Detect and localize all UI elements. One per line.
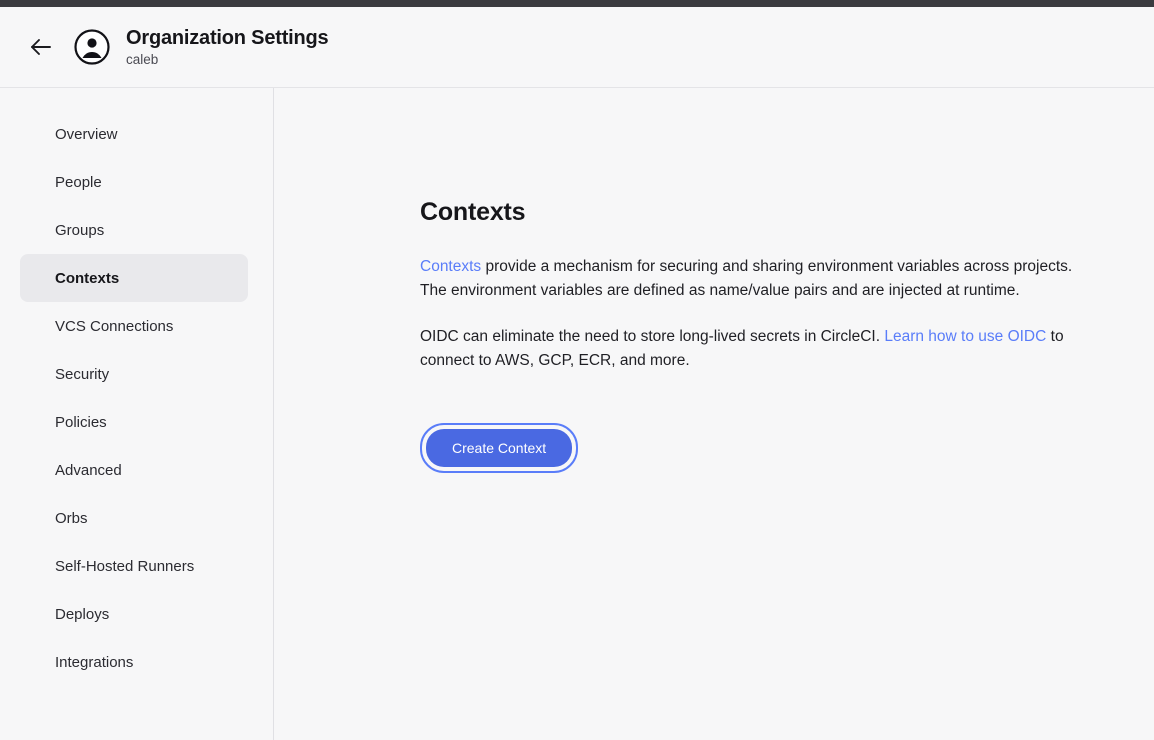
sidebar-item-contexts[interactable] bbox=[20, 254, 248, 302]
sidebar-item-overview[interactable] bbox=[20, 110, 248, 158]
sidebar-item-orbs[interactable] bbox=[20, 494, 248, 542]
sidebar-item-integrations[interactable] bbox=[20, 638, 248, 686]
contexts-doc-link[interactable]: Contexts bbox=[420, 258, 482, 275]
contexts-description-paragraph bbox=[420, 255, 1080, 303]
sidebar-item-self-hosted-runners[interactable] bbox=[20, 542, 248, 590]
sidebar-item-label: Self-Hosted Runners bbox=[55, 557, 195, 575]
arrow-left-icon[interactable] bbox=[24, 30, 58, 64]
sidebar-item-deploys[interactable] bbox=[20, 590, 248, 638]
org-name: caleb bbox=[126, 52, 159, 67]
sidebar-item-label: Deploys bbox=[55, 605, 110, 623]
sidebar-item-advanced[interactable] bbox=[20, 446, 248, 494]
page-header bbox=[0, 7, 1154, 88]
sidebar-item-policies[interactable] bbox=[20, 398, 248, 446]
sidebar-item-security[interactable] bbox=[20, 350, 248, 398]
sidebar-item-label: Security bbox=[55, 365, 110, 383]
oidc-text-before: OIDC can eliminate the need to store long-lived secrets in CircleCI. bbox=[420, 328, 885, 345]
sidebar-item-label: VCS Connections bbox=[55, 317, 174, 335]
sidebar-item-label: Policies bbox=[55, 413, 107, 431]
oidc-description-paragraph bbox=[420, 325, 1080, 373]
oidc-learn-link[interactable]: Learn how to use OIDC bbox=[884, 328, 1047, 345]
create-context-button[interactable]: Create Context bbox=[426, 429, 572, 467]
sidebar-item-groups[interactable] bbox=[20, 206, 248, 254]
body-area bbox=[0, 88, 1154, 740]
sidebar-item-label: Advanced bbox=[55, 461, 122, 479]
window-top-strip bbox=[0, 0, 1154, 7]
sidebar-item-people[interactable] bbox=[20, 158, 248, 206]
section-title: Contexts bbox=[420, 198, 526, 226]
sidebar-item-label: Groups bbox=[55, 221, 105, 239]
page-title: Organization Settings bbox=[126, 27, 329, 49]
user-avatar-icon bbox=[74, 29, 110, 65]
settings-sidebar bbox=[0, 88, 274, 740]
main-content bbox=[274, 88, 1154, 740]
sidebar-item-label: Orbs bbox=[55, 509, 88, 527]
content-inner bbox=[420, 198, 1080, 473]
sidebar-item-label: Integrations bbox=[55, 653, 134, 671]
sidebar-item-vcs-connections[interactable] bbox=[20, 302, 248, 350]
sidebar-item-label: Overview bbox=[55, 125, 118, 143]
sidebar-item-label: Contexts bbox=[55, 269, 120, 287]
sidebar-item-label: People bbox=[55, 173, 102, 191]
create-context-focus-ring bbox=[420, 423, 578, 473]
contexts-description-rest: provide a mechanism for securing and sharing environment variables across projects. The environment variables are defined as name/value pairs and are injected at runtime. bbox=[420, 258, 1073, 299]
header-text-block bbox=[126, 27, 328, 67]
oidc-text-after: to connect to AWS, GCP, ECR, and more. bbox=[420, 328, 1064, 369]
